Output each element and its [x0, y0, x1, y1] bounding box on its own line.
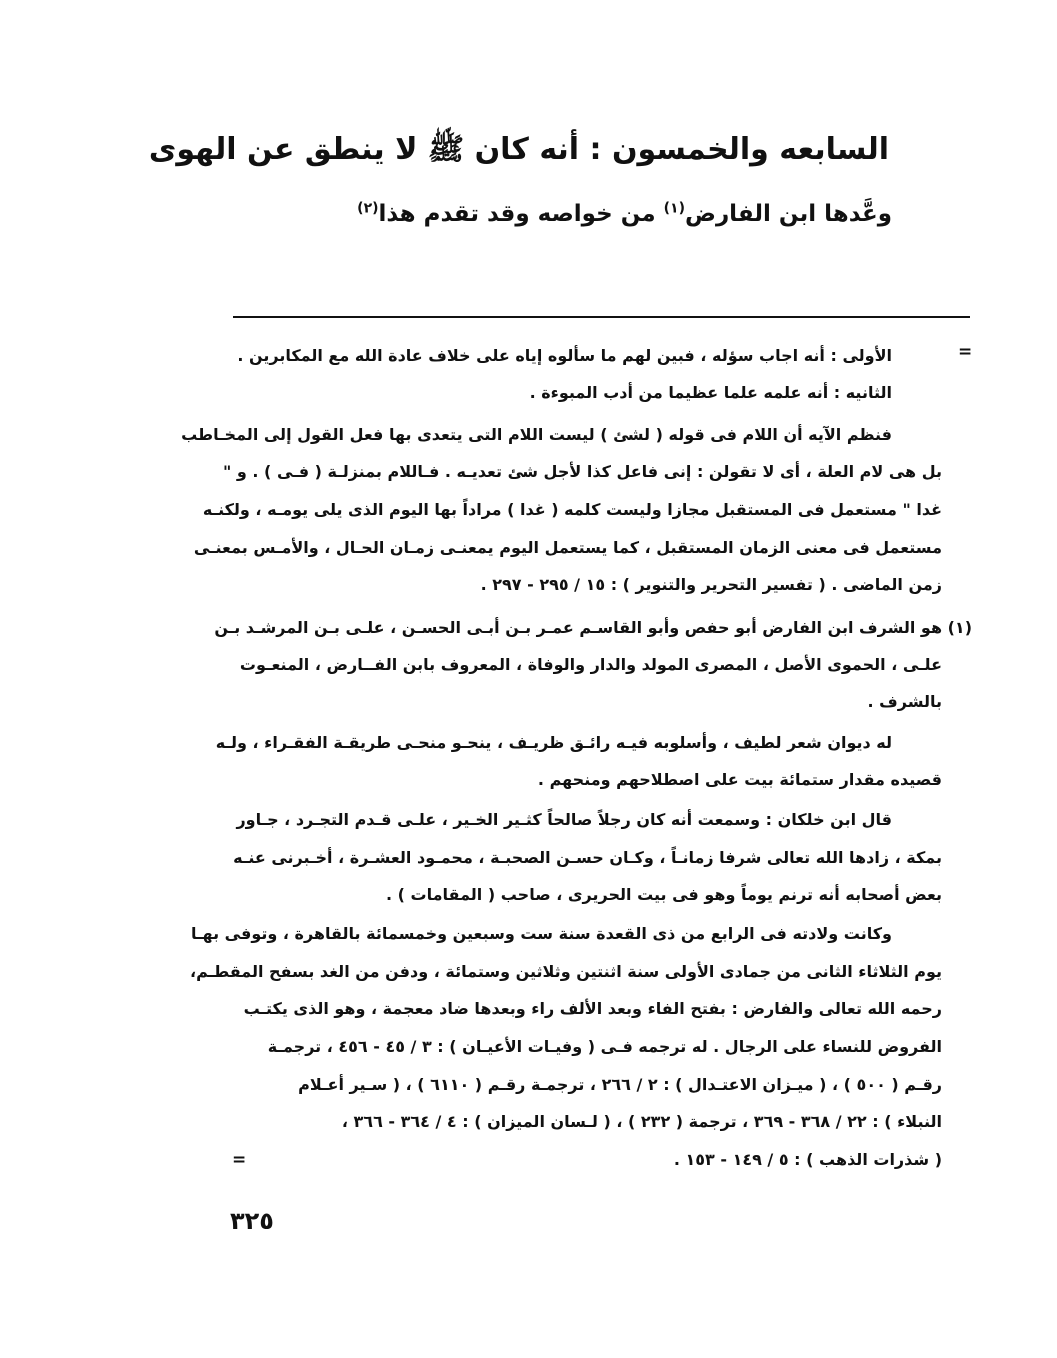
footnote-line: رحمه الله تعالى والفارض : بفتح الفاء وبعد الألف راء وبعدها ضاد معجمة ، وهو الذى يكتـب	[243, 999, 942, 1018]
footnote-second-lead: الثانيه :	[833, 383, 892, 402]
footnote-first-lead: الأولى :	[830, 346, 892, 365]
subline-text-start: وعَّدها ابن الفارض	[685, 201, 892, 227]
section-subline	[192, 196, 892, 232]
footnote-second-text: أنه علمه علما عظيما من أدب المبوءة .	[529, 383, 834, 402]
page-number: ٣٢٥	[230, 1207, 274, 1235]
footnote-line: بعض أصحابه أنه ترنم يوماً وهو فى بيت الحريرى ، صاحب ( المقامات ) .	[386, 885, 942, 904]
footnote-line: بل هى لام العلة ، أى لا تقولن : إنى فاعل كذا لأجل شئ تعديـه . فـاللام بمنزلـة ( فـى ) . و "	[222, 462, 942, 481]
continuation-marker-bottom: =	[232, 1150, 247, 1170]
footnote-line: فنظم الآيه أن اللام فى قوله ( لشئ ) ليست اللام التى يتعدى بها فعل القول إلى المخـاطب	[181, 425, 892, 444]
footnote-line: قال ابن خلكان : وسمعت أنه كان رجلاً صالحاً كثـير الخـير ، علـى قـدم التجـرد ، جـاور	[236, 810, 892, 829]
footnote-line: (١) هو الشرف ابن الفارض أبو حفص وأبو القاسـم عمـر بـن أبـى الحسـن ، علـى بـن المرشـد بـن	[214, 618, 972, 637]
subline-text-middle: من خواصه وقد تقدم هذا	[378, 201, 664, 227]
footnote-first-text: أنه اجاب سؤله ، فبين لهم ما سألوه إياه على خلاف عادة الله مع المكابرين .	[237, 346, 831, 365]
footnote-line: له ديوان شعر لطيف ، وأسلوبه فيـه رائـق ظريـف ، ينحـو منحـى طريقـة الفقـراء ، ولـه	[215, 733, 892, 752]
footnote-line: بالشرف .	[867, 692, 942, 711]
footnote-line: غدا " مستعمل فى المستقبل مجازا وليست كلمه ( غدا ) مراداً بها اليوم الذى يلى يومـه ، ولكنـه	[202, 500, 942, 519]
footnote-line: ( شذرات الذهب ) : ٥ / ١٤٩ - ١٥٣ .	[673, 1150, 942, 1169]
footnote-line: وكانت ولادته فى الرابع من ذى القعدة سنة ست وسبعين وخمسمائة بالقاهرة ، وتوفى بهـا	[191, 924, 892, 943]
footnote-line: علـى ، الحموى الأصل ، المصرى المولد والدار والوفاة ، المعروف بابن الفــارض ، المنعـوت	[239, 655, 942, 674]
footnote-line: مستعمل فى معنى الزمان المستقبل ، كما يستعمل اليوم يمعنـى زمـان الحـال ، والأمـس بمعنـى	[193, 538, 942, 557]
footnote-line: النبلاء ) : ٢٢ / ٣٦٨ - ٣٦٩ ، ترجمة ( ٢٣٢ ) ، ( لـسان الميزان ) : ٤ / ٣٦٤ - ٣٦٦ ،	[341, 1112, 942, 1131]
section-title: السابعه والخمسون : أنه كان ﷺ لا ينطق عن الهوى	[148, 132, 889, 167]
footnote-separator	[233, 316, 970, 318]
footnote-line: زمن الماضى . ( تفسير التحرير والتنوير ) : ١٥ / ٢٩٥ - ٢٩٧ .	[480, 575, 942, 594]
footnote-line: بمكة ، زادها الله تعالى شرفا زمانـاً ، وكـان حسـن الصحبـة ، محمـود العشـرة ، أخـبرنى عنـه	[233, 848, 942, 867]
footnote-line: رقـم ( ٥٠٠ ) ، ( ميـزان الاعتـدال ) : ٢ / ٢٦٦ ، ترجمـة رقـم ( ٦١١٠ ) ، ( سـير أعـلام	[298, 1075, 942, 1094]
footnote-line: يوم الثلاثاء الثانى من جمادى الأولى سنة اثنتين وثلاثين وستمائة ، ودفن من الغد بسفح المقطـم،	[190, 962, 942, 981]
footnote-line: قصيده مقدار ستمائة بيت على اصطلاحهم ومنحهم .	[537, 770, 942, 789]
footnote-first-line	[237, 344, 892, 368]
footnote-line: الفروض للنساء على الرجال . له ترجمه فـى ( وفيـات الأعيـان ) : ٣ / ٤٥ - ٤٥٦ ، ترجمـة	[267, 1037, 942, 1056]
footnote-ref-1: (١)	[663, 200, 685, 217]
continuation-marker-top: =	[958, 342, 973, 362]
footnote-ref-2: (٢)	[357, 200, 379, 217]
footnote-second-line	[530, 381, 892, 405]
